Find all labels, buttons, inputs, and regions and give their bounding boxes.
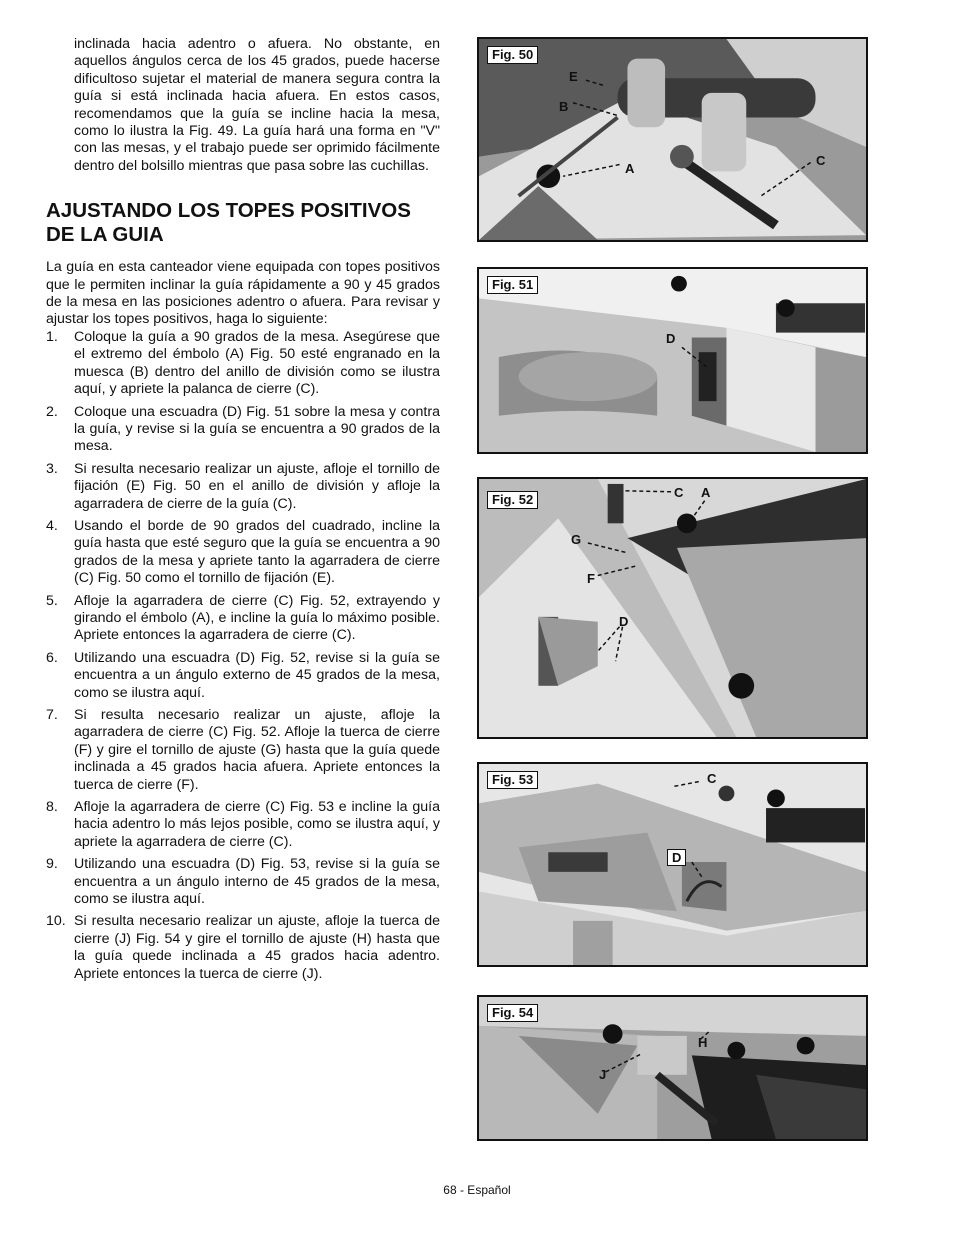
fig51-label: Fig. 51	[487, 276, 538, 294]
fig52-photo	[479, 479, 866, 737]
figure-51	[477, 267, 868, 454]
step-item: 2. Coloque una escuadra (D) Fig. 51 sobre la mesa y contra la guía, y revise si la guía se encuentra a 90 grados de la mesa.	[46, 403, 440, 455]
fig50-photo	[479, 39, 866, 240]
fig54-callout-h: H	[698, 1035, 708, 1050]
step-item: 1. Coloque la guía a 90 grados de la mesa. Asegúrese que el extremo del émbolo (A) Fig. 50 esté engranado en la muesca (B) dentro del anillo de división como se ilustra aquí, y apriete la palanca de cierre (C).	[46, 328, 440, 398]
fig53-label: Fig. 53	[487, 771, 538, 789]
step-item: 7. Si resulta necesario realizar un ajuste, afloje la agarradera de cierre (C) Fig. 52. Afloje la tuerca de cierre (F) y gire el tornillo de ajuste (G) hasta que la guía quede inclinada a 45 grados hacia afuera. Apriete entonces la tuerca de cierre (F).	[46, 707, 440, 793]
step-item: 10. Si resulta necesario realizar un ajuste, afloje la tuerca de cierre (J) Fig. 54 y gire el tornillo de ajuste (H) hasta que la guía quede inclinada a 45 grados hacia adentro. Apriete entonces la tuerca de cierre (J).	[46, 913, 440, 982]
step-item: 4. Usando el borde de 90 grados del cuadrado, incline la guía hasta que esté seguro que la guía se encuentra a 90 grados de la mesa y apriete tanto la agarradera de cierre (C) Fig. 50 como el tornillo de fijación (E).	[46, 517, 440, 587]
intro-paragraph: inclinada hacia adentro o afuera. No obstante, en aquellos ángulos cerca de los 45 grados, puede hacerse dificultoso sujetar el material de manera segura contra la guía si está inclinada hacia afuera. En estos casos, recomendamos que la guía se incline hacia la mesa, como lo ilustra la Fig. 49. La guía hará una forma en "V" con las mesas, y el trabajo puede ser oprimido fácilmente dentro del bolsillo mientras que pasa sobre las cuchillas.	[74, 36, 440, 174]
fig50-callout-b: B	[559, 99, 569, 114]
body-paragraph: La guía en esta canteador viene equipada con topes positivos que le permiten inclinar la guía rápidamente a 90 y 45 grados de la mesa en las posiciones adentro o afuera. Para revisar y ajustar los topes positivos, haga lo siguiente:	[46, 259, 440, 328]
step-item: 5. Afloje la agarradera de cierre (C) Fig. 52, extrayendo y girando el émbolo (A), e incline la guía lo máximo posible. Apriete entonces la agarradera de cierre (C).	[46, 592, 440, 644]
fig52-callout-g: G	[571, 532, 582, 547]
fig54-label: Fig. 54	[487, 1004, 538, 1022]
fig53-callout-d: D	[667, 849, 686, 866]
fig50-callout-e: E	[569, 69, 578, 84]
text-column	[46, 36, 440, 988]
fig52-callout-a: A	[701, 485, 711, 500]
fig50-callout-a: A	[625, 161, 635, 176]
step-item: 3. Si resulta necesario realizar un ajuste, afloje el tornillo de fijación (E) Fig. 50 en el anillo de división y afloje la agarradera de cierre de la guía (C).	[46, 460, 440, 512]
fig52-label: Fig. 52	[487, 491, 538, 509]
step-item: 6. Utilizando una escuadra (D) Fig. 52, revise si la guía se encuentra a un ángulo externo de 45 grados de la mesa, como se ilustra aquí.	[46, 649, 440, 701]
page-footer: 68 - Español	[443, 1183, 511, 1197]
fig51-photo	[479, 269, 866, 452]
figure-52	[477, 477, 868, 739]
figure-50	[477, 37, 868, 242]
figure-53	[477, 762, 868, 967]
fig50-callout-c: C	[816, 153, 826, 168]
step-item: 9. Utilizando una escuadra (D) Fig. 53, revise si la guía se encuentra a un ángulo interno de 45 grados de la mesa, como se ilustra aquí.	[46, 856, 440, 908]
fig52-callout-f: F	[587, 571, 595, 586]
fig52-callout-d: D	[619, 614, 629, 629]
section-heading: AJUSTANDO LOS TOPES POSITIVOS DE LA GUIA	[46, 199, 411, 247]
fig51-callout-d: D	[666, 331, 676, 346]
figure-54	[477, 995, 868, 1141]
fig50-label: Fig. 50	[487, 46, 538, 64]
steps-list	[46, 329, 440, 983]
fig53-callout-c: C	[707, 771, 717, 786]
fig52-callout-c: C	[674, 485, 684, 500]
step-item: 8. Afloje la agarradera de cierre (C) Fig. 53 e incline la guía hacia adentro lo más lejos posible, como se ilustra aquí, y apriete la agarradera de cierre (C).	[46, 799, 440, 850]
fig54-callout-j: J	[599, 1067, 607, 1082]
